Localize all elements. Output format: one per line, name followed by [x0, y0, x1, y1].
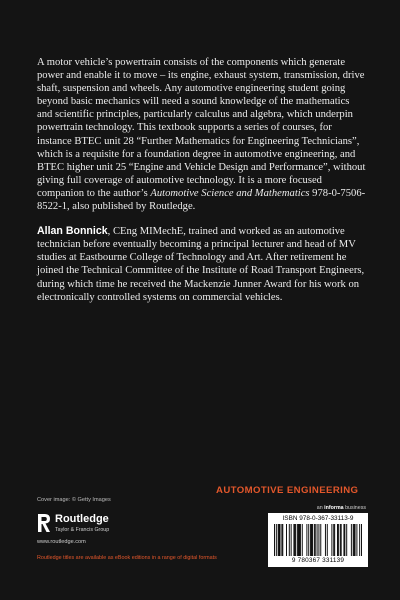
barcode-bar: [338, 524, 339, 556]
barcode-bar: [337, 524, 338, 556]
barcode-bar: [312, 524, 313, 556]
barcode-bar: [293, 524, 294, 556]
barcode-bar: [355, 524, 356, 556]
informa-suffix: business: [343, 505, 366, 511]
isbn-text: ISBN 978-0-367-33113-9: [282, 515, 354, 522]
barcode-bar: [308, 524, 309, 556]
barcode-bar: [286, 524, 287, 556]
barcode-bar: [344, 524, 345, 556]
blurb-paragraph-description: [37, 56, 367, 213]
barcode-bar: [299, 524, 300, 556]
author-name: Allan Bonnick: [37, 225, 108, 238]
barcode-bar: [278, 524, 279, 556]
barcode-bar: [351, 524, 352, 556]
barcode-bar: [289, 524, 290, 556]
publisher-subtitle: Taylor & Francis Group: [55, 527, 110, 533]
barcode-bar: [315, 524, 316, 556]
ebook-availability-note: Routledge titles are available as eBook editions in a range of digital formats: [37, 555, 217, 561]
barcode-digits: 9 780367 331139: [291, 557, 345, 564]
informa-brand: informa: [324, 505, 344, 511]
barcode-bar: [341, 524, 342, 556]
barcode-bar: [297, 524, 298, 556]
publisher-website: www.routledge.com: [37, 539, 86, 545]
barcode-bar: [361, 524, 362, 556]
blurb-paragraph-author: [37, 225, 367, 304]
barcode-bar: [282, 524, 283, 556]
blurb: [37, 56, 367, 304]
blurb-text-end: 978-0-7506-8522-1, also published by Routledge.: [37, 187, 366, 213]
informa-prefix: an: [316, 505, 325, 511]
series-label: AUTOMOTIVE ENGINEERING: [216, 485, 359, 496]
author-bio: , CEng MIMechE, trained and worked as an automotive technician before eventually becoming a principal lecturer and head of MV studies at Eastbourne College of Technology and Art. After retirement he joined the Technical Committee of the Institute of Road Transport Engineers, during which time he received the Mackenzie Junner Award for his work on electronically controlled systems on commercial vehicles.: [37, 226, 365, 303]
barcode-bar: [346, 524, 347, 556]
routledge-r-icon: [37, 513, 51, 533]
barcode-bar: [310, 524, 311, 556]
blurb-text: A motor vehicle’s powertrain consists of the components which generate power and enable it to move – its engine, exhaust system, transmission, drive shaft, suspension and wheels. Any automotive engineering student going beyond basic mechanics will need a sound knowledge of the mathematics and scientific principles, particularly calculus and algebra, which underpin powertrain technology. This textbook supports a series of courses, for instance BTEC unit 28 “Further Mathematics for Engineering Technicians”, which is a requisite for a foundation degree in automotive engineering, and BTEC higher unit 25 “Engine and Vehicle Design and Performance”, without giving full coverage of automotive technology. It is a more focused companion to the author’s: [37, 57, 366, 199]
cover-image-credit: Cover image: © Getty Images: [37, 497, 111, 503]
barcode-bar: [334, 524, 335, 556]
barcode-bar: [340, 524, 341, 556]
barcode-bar: [300, 524, 301, 556]
barcode-bar: [333, 524, 334, 556]
publisher-name: Routledge: [55, 513, 109, 525]
barcode-bar: [280, 524, 281, 556]
barcode-bar: [276, 524, 277, 556]
companion-book-title: Automotive Science and Mathematics: [150, 187, 310, 199]
barcode-bar: [302, 524, 303, 556]
barcode-bar: [281, 524, 282, 556]
barcode-bar: [356, 524, 357, 556]
paragraph-gap: [37, 213, 367, 225]
barcode-bar: [311, 524, 312, 556]
barcode-bar: [274, 524, 275, 556]
barcode-bars: [274, 524, 362, 556]
barcode-bar: [318, 524, 319, 556]
barcode-bar: [295, 524, 296, 556]
barcode-bar: [343, 524, 344, 556]
barcode-bar: [314, 524, 315, 556]
barcode-bar: [291, 524, 292, 556]
barcode-bar: [306, 524, 307, 556]
barcode-bar: [327, 524, 328, 556]
barcode-bar: [331, 524, 332, 556]
barcode-bar: [325, 524, 326, 556]
barcode-bar: [359, 524, 360, 556]
barcode-panel: [268, 513, 368, 567]
barcode-bar: [294, 524, 295, 556]
informa-business-tag: [300, 505, 366, 511]
publisher-logo: [37, 513, 177, 539]
barcode-bar: [320, 524, 321, 556]
barcode-bar: [354, 524, 355, 556]
barcode-bar: [353, 524, 354, 556]
barcode-bar: [317, 524, 318, 556]
barcode-bar: [279, 524, 280, 556]
barcode-bar: [298, 524, 299, 556]
